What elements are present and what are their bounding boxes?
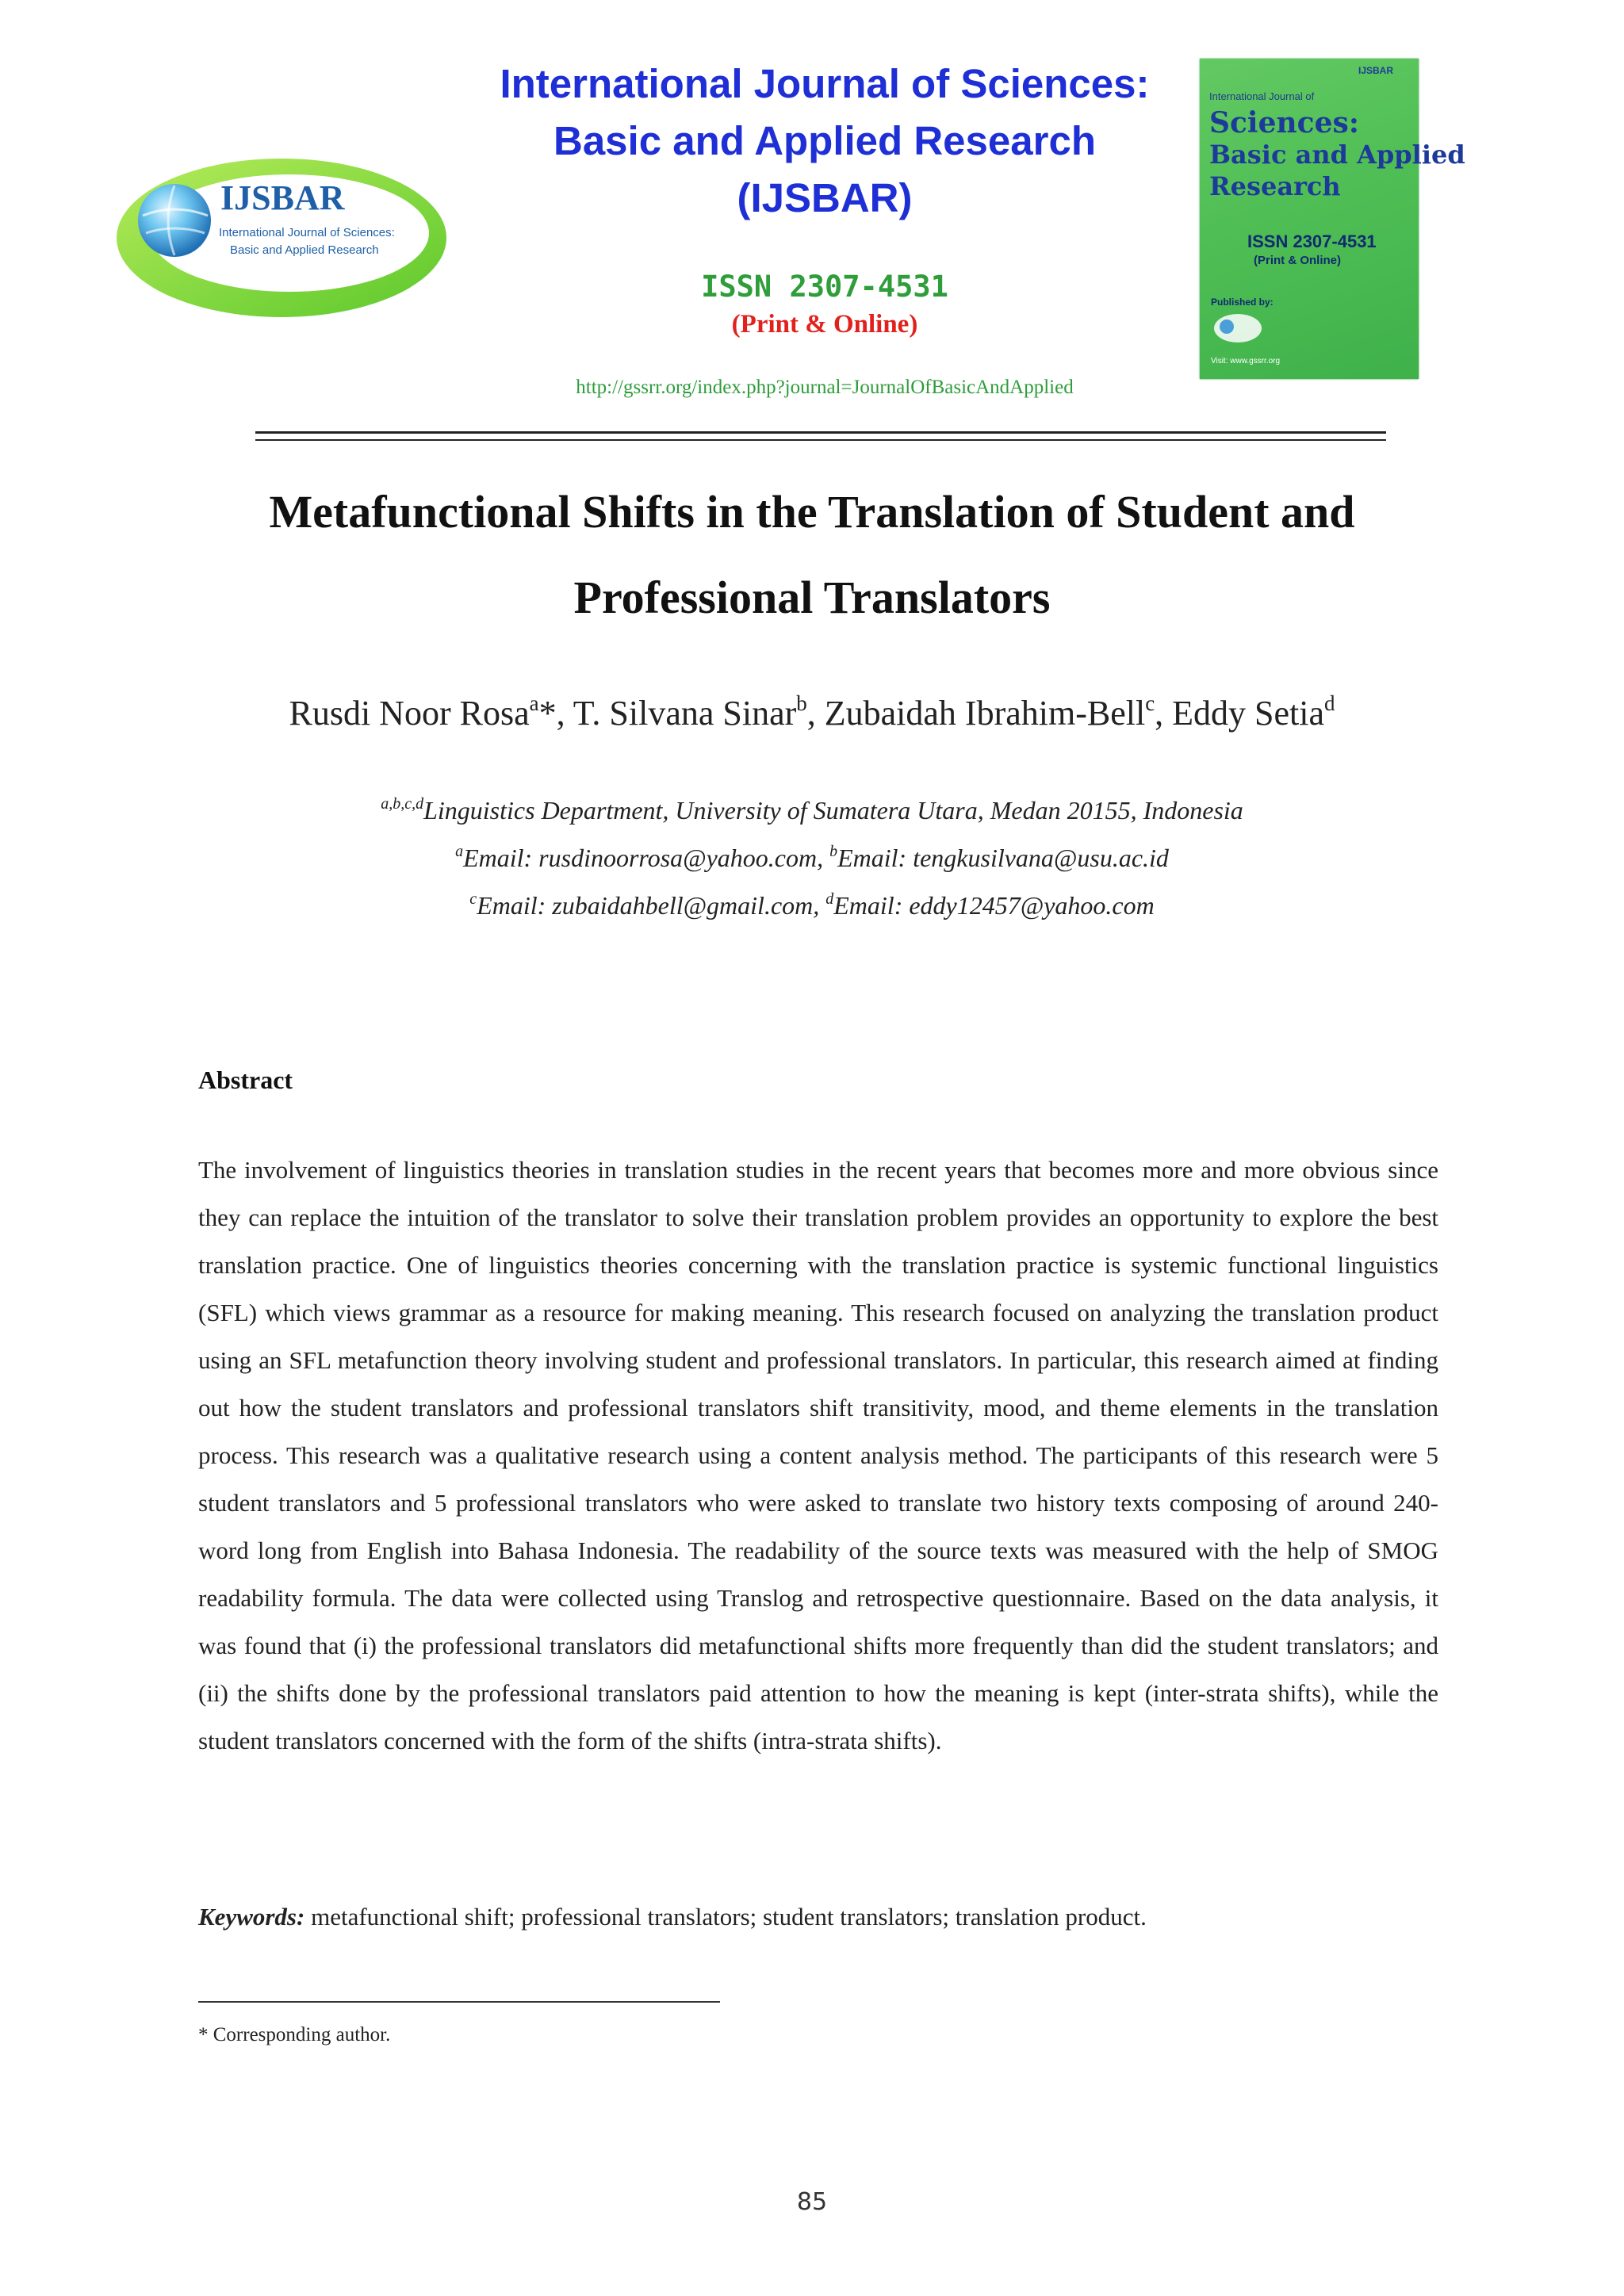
email-line (159, 840, 1465, 875)
author-separator: , (1155, 694, 1173, 733)
footnote-divider (198, 2001, 720, 2003)
author-name: Rusdi Noor Rosa (289, 694, 530, 733)
journal-title-line: (IJSBAR) (737, 175, 913, 220)
author-affiliation-marker: a (529, 691, 539, 715)
cover-visit-label: Visit: www.gssrr.org (1211, 357, 1281, 365)
author-list (159, 690, 1465, 737)
author-separator: *, (538, 694, 573, 733)
author-affiliation-marker: c (1145, 691, 1155, 715)
author-name: T. Silvana Sinar (573, 694, 797, 733)
header-divider (255, 439, 1386, 441)
affiliation-marker: a,b,c,d (381, 795, 424, 813)
header-divider (255, 431, 1386, 434)
page-number: 85 (796, 2188, 828, 2216)
cover-issn: ISSN 2307-4531 (1247, 232, 1377, 251)
author-name: Eddy Setia (1172, 694, 1325, 733)
email-marker: b (829, 843, 838, 860)
svg-text:International Journal of Scien: International Journal of Sciences: (219, 226, 395, 239)
author-affiliation-marker: d (1324, 691, 1335, 715)
email-marker: a (455, 843, 464, 860)
keywords (198, 1900, 1438, 1934)
author-separator: , (806, 694, 825, 733)
abstract-heading: Abstract (198, 1066, 293, 1094)
affiliation (159, 793, 1465, 828)
abstract-body: The involvement of linguistics theories in translation studies in the recent years that becomes more and more obvious since they can replace the intuition of the translator to solve their translation problem provides an opportunity to explore the best translation practice. One of linguistics theories concerning with the translation practice is systemic functional linguistics (SFL) which views grammar as a resource for making meaning. This research focused on analyzing the translation product using an SFL metafunction theory involving student and professional translators. In particular, this research aimed at finding out how the student translators and professional translators shift transitivity, mood, and theme elements in the translation process. This research was a qualitative research using a content analysis method. The participants of this research were 5 student translators and 5 professional translators who were asked to translate two history texts composing of around 240-word long from English into Bahasa Indonesia. The readability of the source texts was measured with the help of SMOG readability formula. The data were collected using Translog and retrospective questionnaire. Based on the data analysis, it was found that (i) the professional translators did metafunctional shifts more frequently than did the student translators; and (ii) the shifts done by the professional translators paid attention to how the meaning is kept (inter-strata shifts), while the student translators concerned with the form of the shifts (intra-strata shifts). (198, 1156, 1438, 1755)
email-address[interactable]: Email: rusdinoorrosa@yahoo.com, (463, 844, 830, 872)
email-marker: c (469, 890, 477, 908)
email-address[interactable]: Email: zubaidahbell@gmail.com, (477, 891, 826, 920)
keywords-text: metafunctional shift; professional translators; student translators; translation product. (304, 1903, 1147, 1931)
author-name: Zubaidah Ibrahim-Bell (824, 694, 1146, 733)
journal-title-line: International Journal of Sciences: (500, 61, 1150, 106)
paper-title-line: Metafunctional Shifts in the Translation of Student and (269, 486, 1355, 538)
cover-published-by: Published by: (1211, 297, 1274, 308)
email-address[interactable]: Email: eddy12457@yahoo.com (833, 891, 1155, 920)
journal-url-link[interactable]: http://gssrr.org/index.php?journal=JournalOfBasicAndApplied (576, 377, 1074, 398)
affiliation-text: Linguistics Department, University of Sumatera Utara, Medan 20155, Indonesia (423, 796, 1243, 825)
cover-title-line: Basic and Applied (1209, 140, 1465, 170)
svg-text:Basic and Applied Research: Basic and Applied Research (230, 243, 379, 257)
svg-text:IJSBAR: IJSBAR (220, 178, 345, 217)
journal-cover (1200, 59, 1465, 379)
footnote: * Corresponding author. (198, 2024, 391, 2045)
journal-title-line: Basic and Applied Research (553, 118, 1097, 163)
email-line (159, 888, 1465, 923)
print-online-label: (Print & Online) (731, 310, 918, 339)
journal-title (444, 55, 1205, 227)
author-affiliation-marker: b (796, 691, 807, 715)
cover-title-line: Sciences: (1209, 106, 1360, 140)
cover-top-label: IJSBAR (1358, 65, 1394, 76)
ijsbar-logo (111, 151, 452, 325)
globe-icon (138, 184, 211, 257)
email-marker: d (825, 890, 834, 908)
paper-title-line: Professional Translators (573, 572, 1051, 623)
email-address[interactable]: Email: tengkusilvana@usu.ac.id (837, 844, 1169, 872)
cover-title-line: Research (1209, 171, 1341, 201)
cover-small-title: International Journal of (1209, 90, 1315, 102)
issn: ISSN 2307-4531 (701, 270, 948, 304)
cover-publisher-logo (1212, 311, 1263, 346)
keywords-label: Keywords: (198, 1903, 305, 1931)
cover-print-online: (Print & Online) (1254, 254, 1341, 267)
paper-title (159, 469, 1465, 641)
